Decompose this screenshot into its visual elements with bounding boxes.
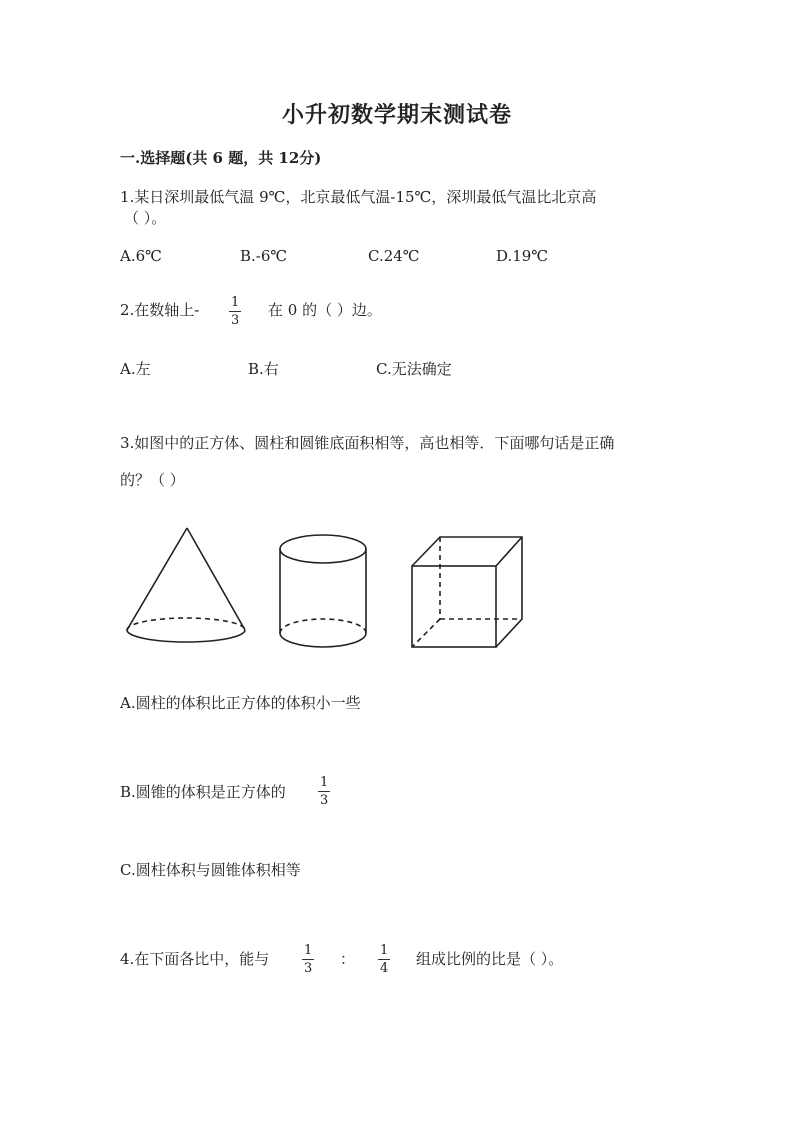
q1-text-line2: （ ）。: [124, 209, 167, 227]
q4-fraction-1-denominator: 3: [304, 961, 313, 976]
q3-fraction-bar: [318, 791, 330, 792]
q4-fraction-2-denominator: 4: [380, 961, 389, 976]
q2-fraction-denominator: 3: [231, 313, 240, 328]
section-heading: 一.选择题(共 6 题，共 12分): [120, 149, 322, 167]
q4-fraction-1-bar: [302, 959, 314, 960]
q2-option-a[interactable]: A.左: [120, 360, 151, 378]
q1-option-c[interactable]: C.24℃: [368, 247, 420, 265]
q2-option-c[interactable]: C.无法确定: [376, 360, 452, 378]
q3-option-c[interactable]: C.圆柱体积与圆锥体积相等: [120, 861, 301, 879]
q4-colon: ：: [340, 950, 356, 968]
cone-figure: [127, 528, 245, 642]
page-title: 小升初数学期末测试卷: [281, 102, 512, 128]
q1-option-b[interactable]: B.-6℃: [240, 247, 288, 265]
q1-option-d[interactable]: D.19℃: [496, 247, 549, 265]
q1-text-line1: 1.某日深圳最低气温 9℃，北京最低气温-15℃，深圳最低气温比北京高: [120, 188, 597, 206]
q3-option-b-fraction: [318, 775, 330, 808]
q3-text-line2: 的？（ ）: [120, 471, 185, 489]
q1-option-a[interactable]: A.6℃: [120, 247, 162, 265]
q4-fraction-1-numerator: 1: [304, 943, 313, 958]
q4-fraction-2-numerator: 1: [380, 943, 389, 958]
q3-option-a[interactable]: A.圆柱的体积比正方体的体积小一些: [120, 694, 361, 712]
q3-fraction-denominator: 3: [320, 793, 329, 808]
q4-fraction-2-bar: [378, 959, 390, 960]
cylinder-figure: [280, 535, 366, 647]
q3-fraction-numerator: 1: [320, 775, 329, 790]
q3-option-b[interactable]: B.圆锥的体积是正方体的: [120, 783, 286, 801]
q4-text-prefix: 4.在下面各比中，能与: [120, 950, 270, 968]
cube-figure: [412, 537, 522, 647]
q4-text-suffix: 组成比例的比是（ ）。: [416, 950, 564, 968]
q2-text-prefix: 2.在数轴上-: [120, 301, 200, 319]
q2-text-suffix: 在 0 的（ ）边。: [268, 301, 382, 319]
q3-text-line1: 3.如图中的正方体、圆柱和圆锥底面积相等，高也相等．下面哪句话是正确: [120, 434, 615, 452]
q4-fraction-2: [378, 943, 390, 976]
q2-fraction-numerator: 1: [231, 295, 240, 310]
q4-fraction-1: [302, 943, 314, 976]
q2-option-b[interactable]: B.右: [248, 360, 279, 378]
